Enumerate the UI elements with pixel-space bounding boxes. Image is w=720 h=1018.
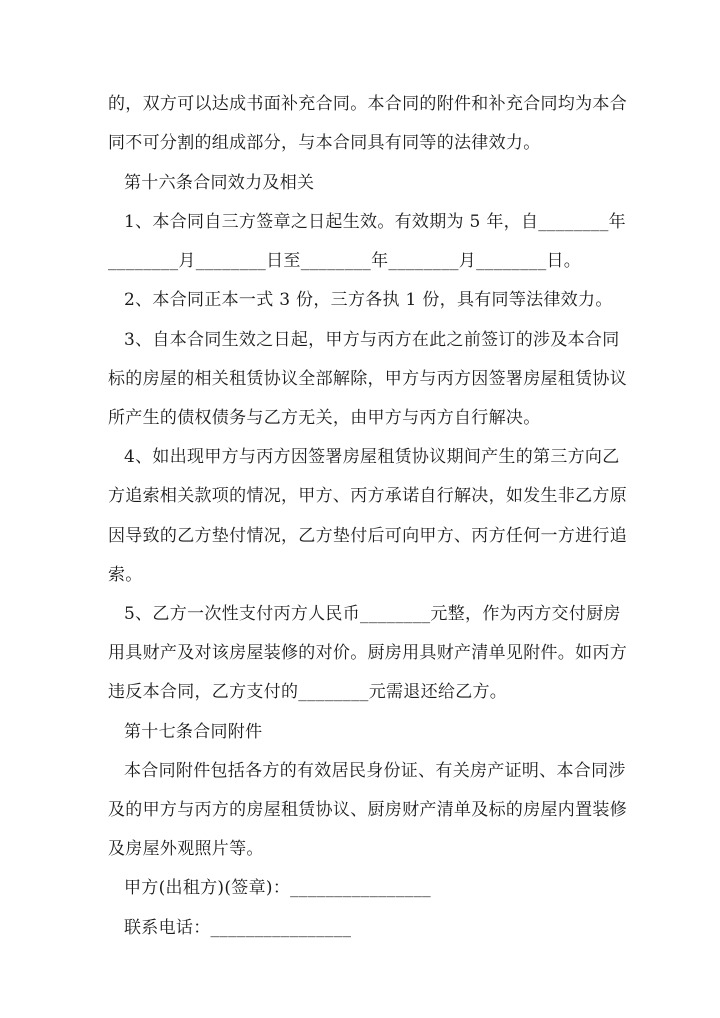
section-heading: 第十六条合同效力及相关: [124, 173, 315, 193]
contact-phone-line: 联系电话：________________: [124, 918, 352, 938]
text-line: 及的甲方与丙方的房屋租赁协议、厨房财产清单及标的房屋内置装修: [108, 800, 627, 820]
text-line: 4、如出现甲方与丙方因签署房屋租赁协议期间产生的第三方向乙: [124, 447, 620, 467]
text-line: ________月________日至________年________月________日。: [108, 251, 582, 271]
text-line: 所产生的债权债务与乙方无关，由甲方与丙方自行解决。: [108, 408, 541, 428]
text-line: 3、自本合同生效之日起，甲方与丙方在此之前签订的涉及本合同: [124, 330, 620, 350]
text-line: 本合同附件包括各方的有效居民身份证、有关房产证明、本合同涉: [124, 761, 626, 781]
section-heading: 第十七条合同附件: [124, 722, 263, 742]
text-line: 用具财产及对该房屋装修的对价。厨房用具财产清单见附件。如丙方: [108, 643, 627, 663]
text-line: 同不可分割的组成部分，与本合同具有同等的法律效力。: [108, 133, 541, 153]
text-line: 5、乙方一次性支付丙方人民币________元整，作为丙方交付厨房: [124, 604, 621, 624]
text-line: 1、本合同自三方签章之日起生效。有效期为 5 年，自________年: [124, 212, 626, 232]
text-line: 及房屋外观照片等。: [108, 839, 264, 859]
text-line: 因导致的乙方垫付情况，乙方垫付后可向甲方、丙方任何一方进行追: [108, 526, 627, 546]
text-line: 的，双方可以达成书面补充合同。本合同的附件和补充合同均为本合: [108, 94, 627, 114]
signature-line-party-a: 甲方(出租方)(签章)：________________: [124, 878, 431, 898]
text-line: 方追索相关款项的情况，甲方、丙方承诺自行解决，如发生非乙方原: [108, 486, 627, 506]
text-line: 违反本合同，乙方支付的________元需退还给乙方。: [108, 682, 508, 702]
text-line: 索。: [108, 565, 143, 585]
text-line: 2、本合同正本一式 3 份，三方各执 1 份，具有同等法律效力。: [124, 290, 613, 310]
text-line: 标的房屋的相关租赁协议全部解除，甲方与丙方因签署房屋租赁协议: [108, 369, 627, 389]
